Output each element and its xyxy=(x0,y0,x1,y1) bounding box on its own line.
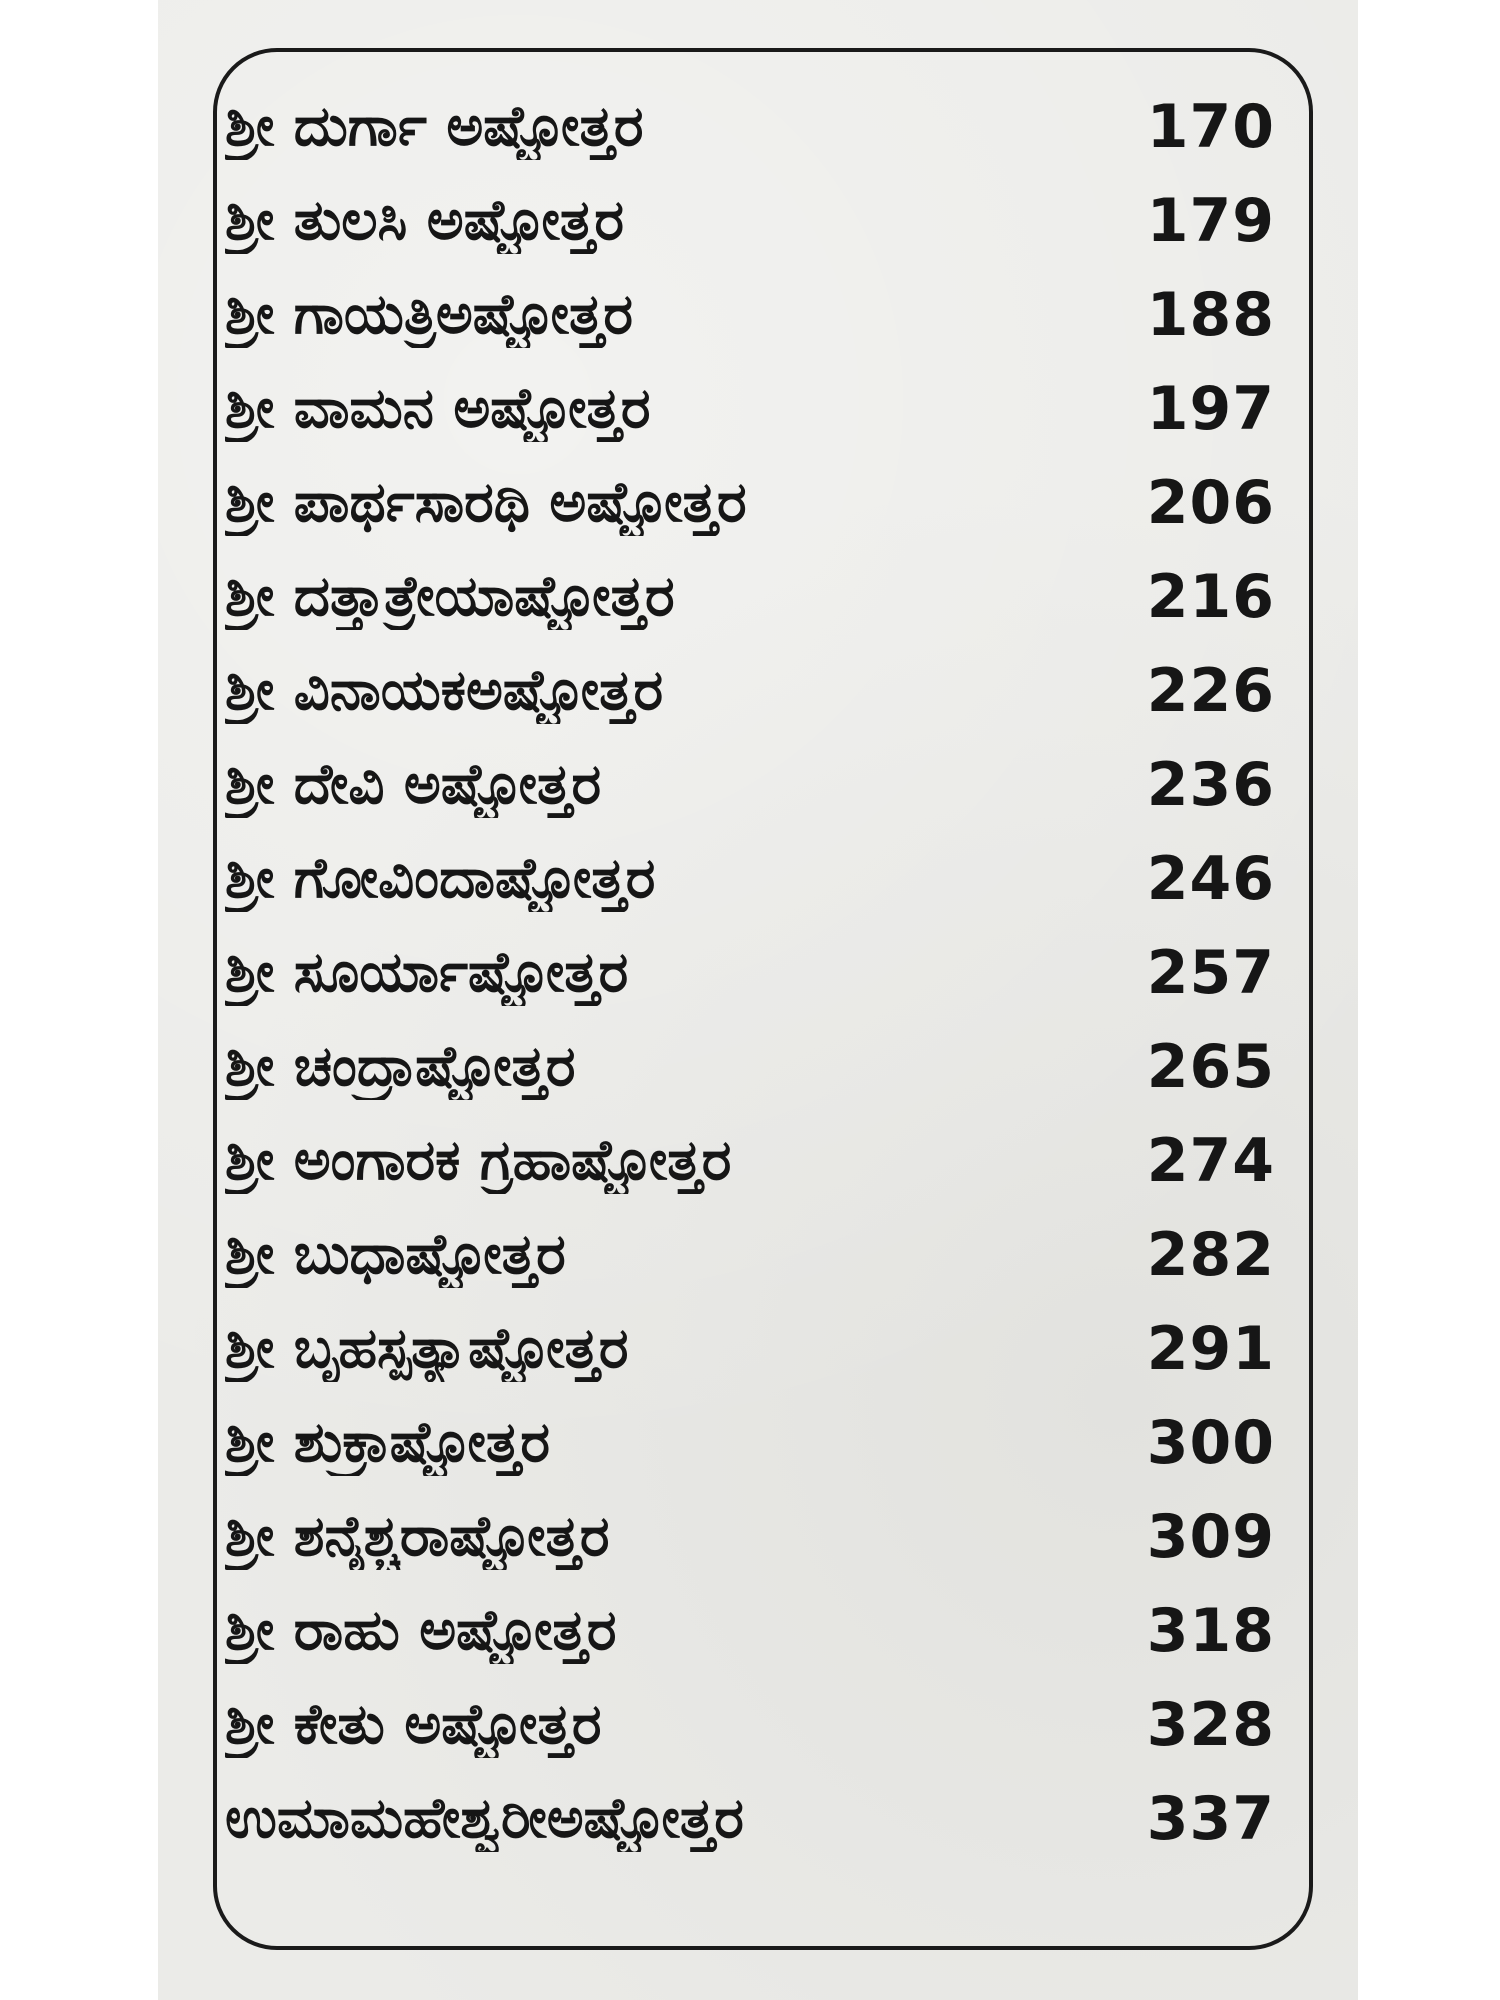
toc-entry-title: ಉಮಾಮಹೇಶ್ವರೀಅಷ್ಟೋತ್ತರ xyxy=(225,1786,744,1851)
toc-page-number: 282 xyxy=(1146,1220,1275,1290)
toc-row xyxy=(225,1396,1285,1490)
toc-row xyxy=(225,1772,1285,1866)
toc-entry-title: ಶ್ರೀ ಬೃಹಸ್ಪತ್ಯಾಷ್ಟೋತ್ತರ xyxy=(225,1316,629,1381)
toc-row xyxy=(225,1678,1285,1772)
toc-page-number: 206 xyxy=(1146,468,1275,538)
toc-page-number: 274 xyxy=(1146,1126,1275,1196)
toc-entry-title: ಶ್ರೀ ಅಂಗಾರಕ ಗ್ರಹಾಷ್ಟೋತ್ತರ xyxy=(225,1128,732,1193)
toc-row xyxy=(225,1020,1285,1114)
toc-row xyxy=(225,1302,1285,1396)
toc-page-number: 246 xyxy=(1146,844,1275,914)
toc-entry-title: ಶ್ರೀ ಗಾಯತ್ರಿಅಷ್ಟೋತ್ತರ xyxy=(225,282,634,347)
toc-entry-title: ಶ್ರೀ ಚಂದ್ರಾಷ್ಟೋತ್ತರ xyxy=(225,1034,576,1099)
toc-row xyxy=(225,1490,1285,1584)
toc-page-number: 257 xyxy=(1146,938,1275,1008)
toc-entry-title: ಶ್ರೀ ದತ್ತಾತ್ರೇಯಾಷ್ಟೋತ್ತರ xyxy=(225,564,675,629)
toc-row xyxy=(225,550,1285,644)
toc-page-number: 300 xyxy=(1146,1408,1275,1478)
toc-row xyxy=(225,832,1285,926)
toc-entry-title: ಶ್ರೀ ವಿನಾಯಕಅಷ್ಟೋತ್ತರ xyxy=(225,658,664,723)
toc-row xyxy=(225,268,1285,362)
toc-row xyxy=(225,926,1285,1020)
toc-entry-title: ಶ್ರೀ ಸೂರ್ಯಾಷ್ಟೋತ್ತರ xyxy=(225,940,629,1005)
toc-page-number: 188 xyxy=(1146,280,1275,350)
toc-page-number: 179 xyxy=(1146,186,1275,256)
table-of-contents xyxy=(225,80,1285,1866)
toc-page-number: 291 xyxy=(1146,1314,1275,1384)
toc-entry-title: ಶ್ರೀ ಗೋವಿಂದಾಷ್ಟೋತ್ತರ xyxy=(225,846,656,911)
toc-page-number: 265 xyxy=(1146,1032,1275,1102)
toc-row xyxy=(225,738,1285,832)
toc-entry-title: ಶ್ರೀ ಪಾರ್ಥಸಾರಥಿ ಅಷ್ಟೋತ್ತರ xyxy=(225,470,747,535)
toc-page-number: 318 xyxy=(1146,1596,1275,1666)
toc-entry-title: ಶ್ರೀ ಬುಧಾಷ್ಟೋತ್ತರ xyxy=(225,1222,566,1287)
toc-page-number: 170 xyxy=(1146,92,1275,162)
toc-row xyxy=(225,362,1285,456)
toc-entry-title: ಶ್ರೀ ಶನೈಶ್ಚರಾಷ್ಟೋತ್ತರ xyxy=(225,1504,610,1569)
toc-row xyxy=(225,1114,1285,1208)
toc-page-number: 236 xyxy=(1146,750,1275,820)
toc-entry-title: ಶ್ರೀ ರಾಹು ಅಷ್ಟೋತ್ತರ xyxy=(225,1598,617,1663)
toc-row xyxy=(225,80,1285,174)
toc-entry-title: ಶ್ರೀ ವಾಮನ ಅಷ್ಟೋತ್ತರ xyxy=(225,376,651,441)
toc-row xyxy=(225,456,1285,550)
toc-page-number: 197 xyxy=(1146,374,1275,444)
toc-row xyxy=(225,1208,1285,1302)
toc-entry-title: ಶ್ರೀ ತುಲಸಿ ಅಷ್ಟೋತ್ತರ xyxy=(225,188,624,253)
toc-row xyxy=(225,174,1285,268)
toc-row xyxy=(225,1584,1285,1678)
toc-entry-title: ಶ್ರೀ ಕೇತು ಅಷ್ಟೋತ್ತರ xyxy=(225,1692,602,1757)
toc-page-number: 216 xyxy=(1146,562,1275,632)
toc-page-number: 309 xyxy=(1146,1502,1275,1572)
toc-entry-title: ಶ್ರೀ ದುರ್ಗಾ ಅಷ್ಟೋತ್ತರ xyxy=(225,94,644,159)
toc-entry-title: ಶ್ರೀ ಶುಕ್ರಾಷ್ಟೋತ್ತರ xyxy=(225,1410,550,1475)
toc-page-number: 337 xyxy=(1146,1784,1275,1854)
toc-page-number: 328 xyxy=(1146,1690,1275,1760)
toc-row xyxy=(225,644,1285,738)
toc-page-number: 226 xyxy=(1146,656,1275,726)
toc-entry-title: ಶ್ರೀ ದೇವಿ ಅಷ್ಟೋತ್ತರ xyxy=(225,752,602,817)
